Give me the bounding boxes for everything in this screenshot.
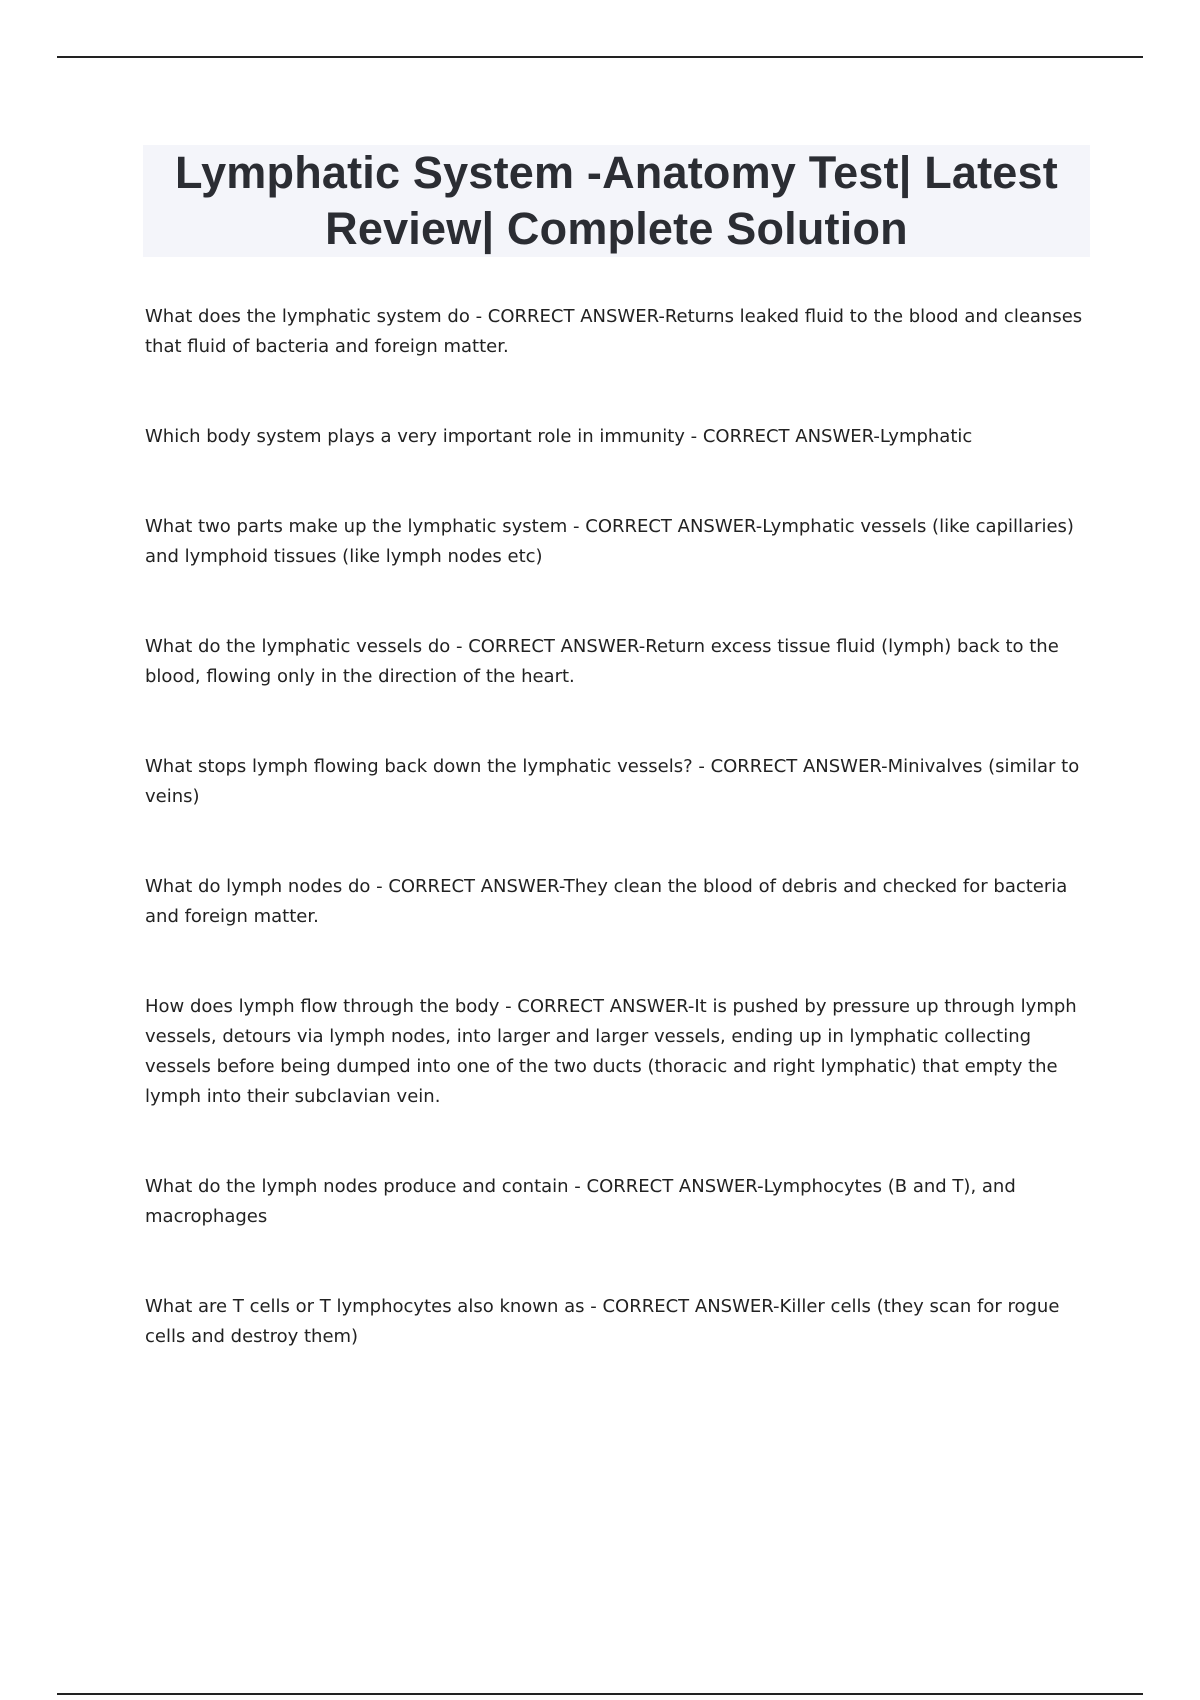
qa-item-5: What stops lymph flowing back down the lymphatic vessels? - CORRECT ANSWER-Minivalves (similar to veins) xyxy=(145,756,1080,807)
qa-item-8: What do the lymph nodes produce and contain - CORRECT ANSWER-Lymphocytes (B and T), and macrophages xyxy=(145,1176,1016,1227)
qa-list xyxy=(145,302,1085,1412)
document-title-line1: Lymphatic System -Anatomy Test| Latest xyxy=(175,147,1058,198)
qa-item-6: What do lymph nodes do - CORRECT ANSWER-They clean the blood of debris and checked for bacteria and foreign matter. xyxy=(145,876,1068,927)
bottom-rule xyxy=(57,1693,1143,1695)
qa-item-9: What are T cells or T lymphocytes also known as - CORRECT ANSWER-Killer cells (they scan for rogue cells and destroy them) xyxy=(145,1296,1060,1347)
title-banner xyxy=(143,145,1090,257)
qa-item-7: How does lymph flow through the body - CORRECT ANSWER-It is pushed by pressure up through lymph vessels, detours via lymph nodes, into larger and larger vessels, ending up in lymphatic collecting vessels before being dumped into one of the two ducts (thoracic and right lymphatic) that empty the lymph into their subclavian vein. xyxy=(145,996,1077,1107)
qa-item-1: What does the lymphatic system do - CORRECT ANSWER-Returns leaked fluid to the blood and cleanses that fluid of bacteria and foreign matter. xyxy=(145,306,1083,357)
qa-item-3: What two parts make up the lymphatic system - CORRECT ANSWER-Lymphatic vessels (like capillaries) and lymphoid tissues (like lymph nodes etc) xyxy=(145,516,1074,567)
qa-item-4: What do the lymphatic vessels do - CORRECT ANSWER-Return excess tissue fluid (lymph) back to the blood, flowing only in the direction of the heart. xyxy=(145,636,1059,687)
qa-item-2: Which body system plays a very important role in immunity - CORRECT ANSWER-Lymphatic xyxy=(145,426,973,447)
document-title xyxy=(175,145,1058,257)
top-rule xyxy=(57,56,1143,58)
document-title-line2: Review| Complete Solution xyxy=(325,203,908,254)
